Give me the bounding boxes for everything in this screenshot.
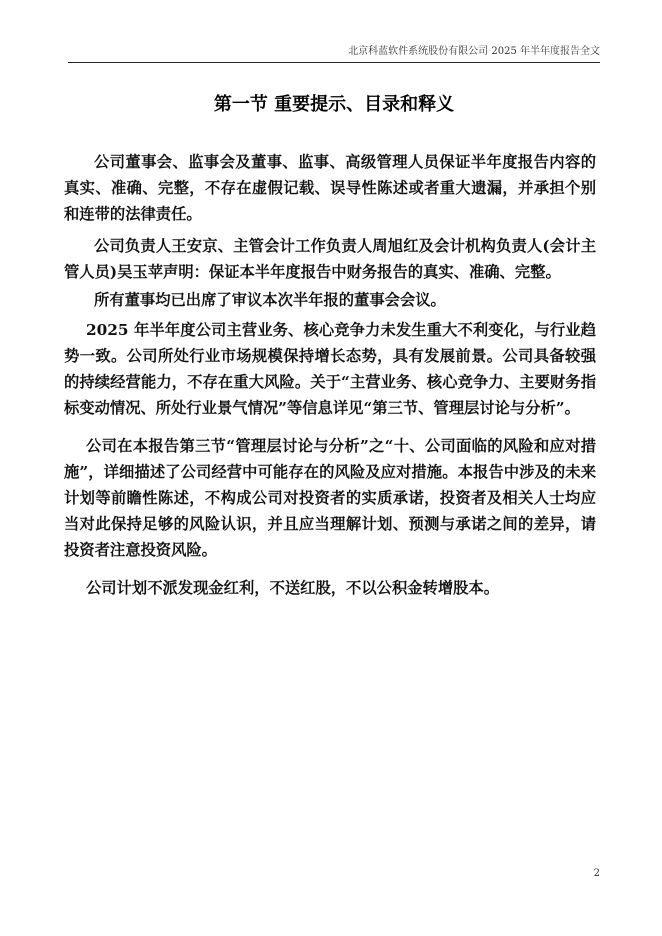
paragraph-directors-attendance: 所有董事均已出席了审议本次半年报的董事会会议。: [94, 291, 446, 309]
document-body: [64, 149, 596, 601]
paragraph-board-guarantee: 公司董事会、监事会及董事、监事、高级管理人员保证半年度报告内容的真实、准确、完整，不存在虚假记载、误导性陈述或者重大遗漏，并承担个别和连带的法律责任。: [64, 153, 596, 223]
page-number: 2: [593, 868, 600, 879]
paragraph-risk-statement: 公司在本报告第三节“管理层讨论与分析”之“十、公司面临的风险和应对措施”，详细描述了公司经营中可能存在的风险及应对措施。本报告中涉及的未来计划等前瞻性陈述，不构成公司对投资者的实质承诺，投资者及相关人士均应当对此保持足够的风险认识，并且应当理解计划、预测与承诺之间的差异，请投资者注意投资风险。: [64, 437, 596, 559]
header-divider: [68, 62, 600, 63]
paragraph-dividend-plan: 公司计划不派发现金红利，不送红股，不以公积金转增股本。: [86, 579, 500, 597]
running-header: 北京科蓝软件系统股份有限公司 2025 年半年度报告全文: [348, 46, 600, 57]
paragraph-responsible-persons: 公司负责人王安京、主管会计工作负责人周旭红及会计机构负责人(会计主管人员)吴玉苹声明：保证本半年度报告中财务报告的真实、准确、完整。: [64, 237, 596, 281]
paragraph-business-status: 2025 年半年度公司主营业务、核心竞争力未发生重大不利变化，与行业趋势一致。公司所处行业市场规模保持增长态势，具有发展前景。公司具备较强的持续经营能力，不存在重大风险。关于“主营业务、核心竞争力、主要财务指标变动情况、所处行业景气情况”等信息详见“第三节、管理层讨论与分析”。: [64, 321, 596, 417]
section-title: 第一节 重要提示、目录和释义: [213, 94, 455, 115]
